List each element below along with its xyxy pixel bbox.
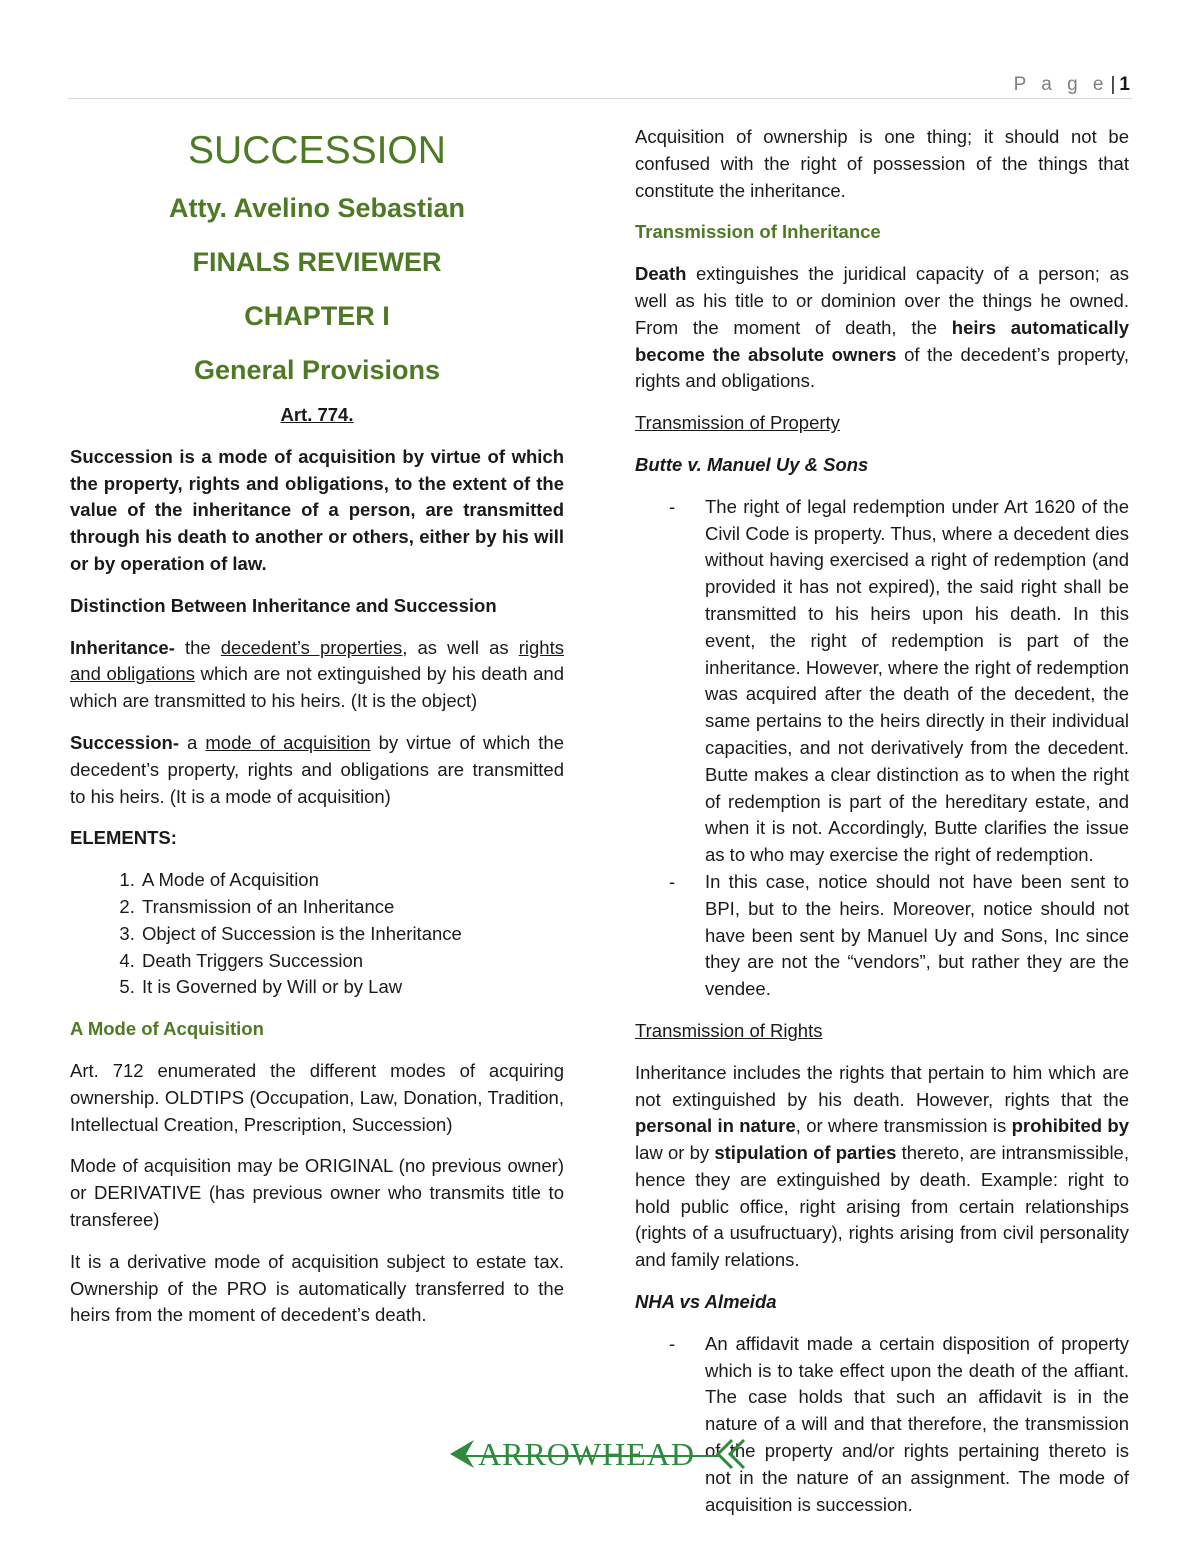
transmission-inheritance-heading: Transmission of Inheritance xyxy=(635,221,881,243)
elements-heading: ELEMENTS: xyxy=(70,827,177,849)
chapter-title: CHAPTER I xyxy=(244,301,390,331)
text-run: law or by xyxy=(635,1142,715,1164)
text-run: , or where transmission is xyxy=(795,1115,1012,1137)
death-paragraph xyxy=(635,261,1129,395)
bold-run: stipulation of parties xyxy=(714,1142,897,1164)
logo-text: ARROWHEAD xyxy=(478,1436,695,1472)
succession-definition xyxy=(70,730,564,810)
page-number xyxy=(1014,74,1130,96)
rights-paragraph xyxy=(635,1060,1129,1274)
transmission-rights-heading: Transmission of Rights xyxy=(635,1019,823,1041)
underlined-run: decedent’s properties, xyxy=(220,636,408,658)
acquisition-paragraph: Acquisition of ownership is one thing; it should not be confused with the right of possession of the things that constitute the inheritance. xyxy=(635,126,1129,201)
text-run: by virtue of which the decedent’s property, rights and obligations are transmitted to his heirs. (It is a mode of acquisition) xyxy=(70,731,564,807)
section-title: General Provisions xyxy=(193,355,441,385)
document-title: SUCCESSION xyxy=(188,129,446,172)
list-item: 2. Transmission of an Inheritance xyxy=(140,894,564,921)
text-run: which are not extinguished by his death and which are transmitted to his heirs. (It is the object) xyxy=(70,663,564,712)
list-item: - An affidavit made a certain disposition of property which is to take effect upon the death of the affiant. The case holds that such an affidavit is in the nature of a will and that therefore, the transmission of the property and/or rights pertaining thereto is not in the nature of an assignment. The mode of acquisition is succession. xyxy=(705,1331,1129,1519)
arrowhead-logo xyxy=(450,1434,750,1474)
modes-paragraph: Art. 712 enumerated the different modes of acquiring ownership. OLDTIPS (Occupation, Law, Donation, Tradition, Intellectual Creation, Prescription, Succession) xyxy=(70,1059,564,1135)
transmission-property-heading: Transmission of Property xyxy=(635,412,840,434)
text-run: of the decedent’s property, rights and obligations. xyxy=(635,343,1129,392)
text-run: Inheritance includes the rights that pertain to him which are not extinguished by his death. However, rights that the xyxy=(635,1061,1129,1110)
underlined-run: mode of acquisition xyxy=(205,731,371,753)
list-item: - The right of legal redemption under Art 1620 of the Civil Code is property. Thus, where a decedent dies without having exercised a right of redemption (and provided it has not expired), the said right shall be transmitted to his heirs upon his death. In this event, the right of redemption is part of the inheritance. However, where the right of redemption was acquired after the death of the decedent, the same pertains to the heirs directly in their individual capacities, and not derivatively from the decedent. Butte makes a clear distinction as to when the right of redemption is part of the hereditary estate, and when it is not. Accordingly, Butte clarifies the issue as to who may exercise the right of redemption. xyxy=(705,494,1129,869)
derivative-paragraph: It is a derivative mode of acquisition subject to estate tax. Ownership of the PRO is automatically transferred to the heirs from the moment of decedent’s death. xyxy=(70,1250,564,1326)
inheritance-definition xyxy=(70,635,564,715)
underlined-run: rights and obligations xyxy=(70,636,564,685)
mode-heading: A Mode of Acquisition xyxy=(70,1018,264,1040)
list-item: 4. Death Triggers Succession xyxy=(140,948,564,975)
original-derivative-paragraph: Mode of acquisition may be ORIGINAL (no previous owner) or DERIVATIVE (has previous owner who transmits title to transferee) xyxy=(70,1155,564,1230)
bold-run: heirs automatically become the absolute owners xyxy=(635,316,1129,365)
list-item: 1. A Mode of Acquisition xyxy=(140,867,564,894)
left-column xyxy=(70,124,564,1344)
case-title-butte: Butte v. Manuel Uy & Sons xyxy=(635,453,869,475)
list-item: 5. It is Governed by Will or by Law xyxy=(140,974,564,1001)
list-item: - In this case, notice should not have been sent to BPI, but to the heirs. Moreover, notice should not have been sent by Manuel Uy and Sons, Inc since they are not the “vendors”, but rather they are the vendee. xyxy=(705,869,1129,1003)
page-label: P a g e xyxy=(1013,74,1109,95)
list-item: 3. Object of Succession is the Inheritance xyxy=(140,921,564,948)
elements-list xyxy=(70,867,564,1001)
bold-run: Death xyxy=(635,263,687,285)
text-run: thereto, are intransmissible, hence they are extinguished by death. Example: right to hold public office, right arising from certain relationships (rights of a usufructuary), rights arising from civil personality and family relations. xyxy=(635,1142,1129,1271)
inheritance-term: Inheritance- xyxy=(70,636,175,658)
text-run: the xyxy=(174,636,221,658)
nha-points xyxy=(635,1331,1129,1519)
author-name: Atty. Avelino Sebastian xyxy=(168,193,466,223)
page-separator: | xyxy=(1110,74,1116,95)
article-heading: Art. 774. xyxy=(280,404,354,425)
text-run: extinguishes the juridical capacity of a person; as well as his title to or dominion over the things he owned. From the moment of death, the xyxy=(635,263,1129,338)
reviewer-title: FINALS REVIEWER xyxy=(192,247,442,277)
bold-run: personal in nature xyxy=(635,1115,796,1137)
bold-run: prohibited by xyxy=(1011,1115,1129,1137)
page-number-value: 1 xyxy=(1119,74,1130,95)
article-definition: Succession is a mode of acquisition by virtue of which the property, rights and obligations, to the extent of the value of the inheritance of a person, are transmitted through his death to another or others, either by his will or by operation of law. xyxy=(70,445,564,574)
page-header xyxy=(68,70,1132,99)
text-run: as well as xyxy=(407,636,519,658)
butte-points xyxy=(635,494,1129,1003)
succession-term: Succession- xyxy=(70,731,179,753)
right-column xyxy=(635,124,1129,1533)
text-run: a xyxy=(179,731,206,753)
distinction-heading: Distinction Between Inheritance and Succession xyxy=(70,594,497,616)
case-title-nha: NHA vs Almeida xyxy=(635,1291,777,1313)
